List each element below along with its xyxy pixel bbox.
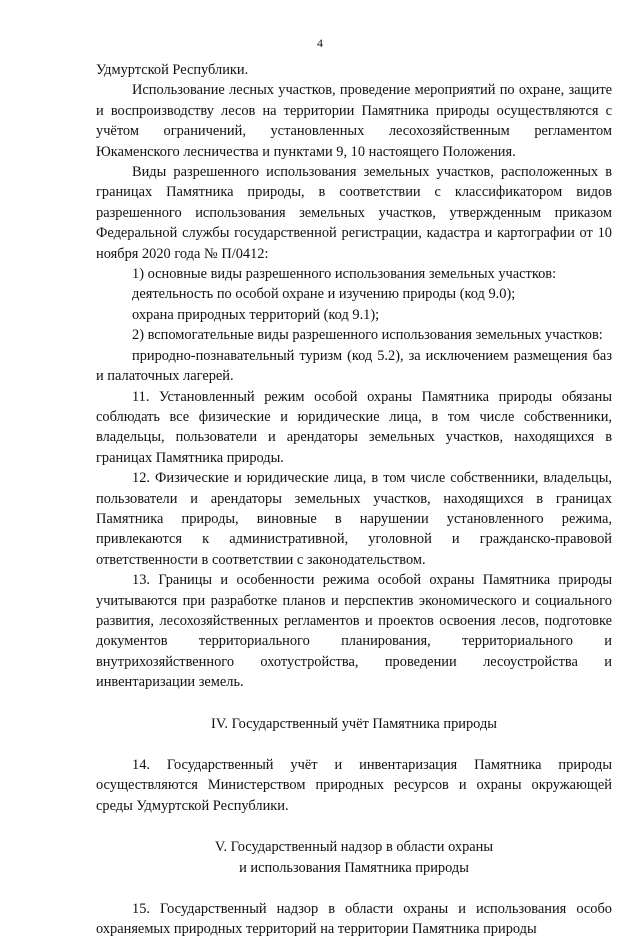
document-body [96,60,612,940]
paragraph-continuation: Удмуртской Республики. [96,62,249,78]
page-number: 4 [317,36,323,50]
paragraph-item-12: 12. Физические и юридические лица, в том числе собственники, владельцы, пользователи и арендаторы земельных участков, находящихся в границах Памятника природы, виновные в нарушении установленного режима, привлекаются к административной, уголовной и гражданско-правовой ответственности в соответствии с законодательством. [96,470,612,568]
paragraph-item-11: 11. Установленный режим особой охраны Памятника природы обязаны соблюдать все физические и юридические лица, в том числе собственники, владельцы, пользователи и арендаторы земельных участков, находящихся в границах Памятника природы. [96,388,612,466]
list-item-code-5-2: природно-познавательный туризм (код 5.2), за исключением размещения баз и палаточных лагерей. [96,347,612,385]
paragraph-main-types: 1) основные виды разрешенного использования земельных участков: [132,266,557,283]
paragraph-item-15: 15. Государственный надзор в области охраны и использования особо охраняемых природных территорий на территории Памятника природы [96,901,612,938]
section-heading-v-line1: V. Государственный надзор в области охраны [214,839,494,856]
paragraph-auxiliary-types: 2) вспомогательные виды разрешенного использования земельных участков: [132,327,603,344]
section-heading-v-line2: и использования Памятника природы [239,859,469,876]
list-item-code-9-1: охрана природных территорий (код 9.1); [132,306,380,323]
paragraph-forest-use: Использование лесных участков, проведение мероприятий по охране, защите и воспроизводству лесов на территории Памятника природы осуществляются с учётом ограничений, установленных лесохозяйственным регламентом Юкаменского лесничества и пунктами 9, 10 настоящего Положения. [96,82,612,160]
paragraph-item-13: 13. Границы и особенности режима особой охраны Памятника природы учитываются при разработке планов и перспектив экономического и социального развития, лесохозяйственных регламентов и проектов освоения лесов, подготовке документов территориального планирования, территориального и внутрихозяйственного охотустройства, проведении лесоустройства и инвентаризации земель. [96,572,612,691]
paragraph-item-14: 14. Государственный учёт и инвентаризация Памятника природы осуществляются Министерством природных ресурсов и охраны окружающей среды Удмуртской Республики. [96,757,612,814]
list-item-code-9-0: деятельность по особой охране и изучению природы (код 9.0); [132,286,516,303]
paragraph-land-use-types: Виды разрешенного использования земельных участков, расположенных в границах Памятника природы, в соответствии с классификатором видов разрешенного использования земельных участков, утвержденным приказом Федеральной службы государственной регистрации, кадастра и картографии от 10 ноября 2020 года № П/0412: [96,164,612,262]
section-heading-iv: IV. Государственный учёт Памятника природы [211,715,497,732]
